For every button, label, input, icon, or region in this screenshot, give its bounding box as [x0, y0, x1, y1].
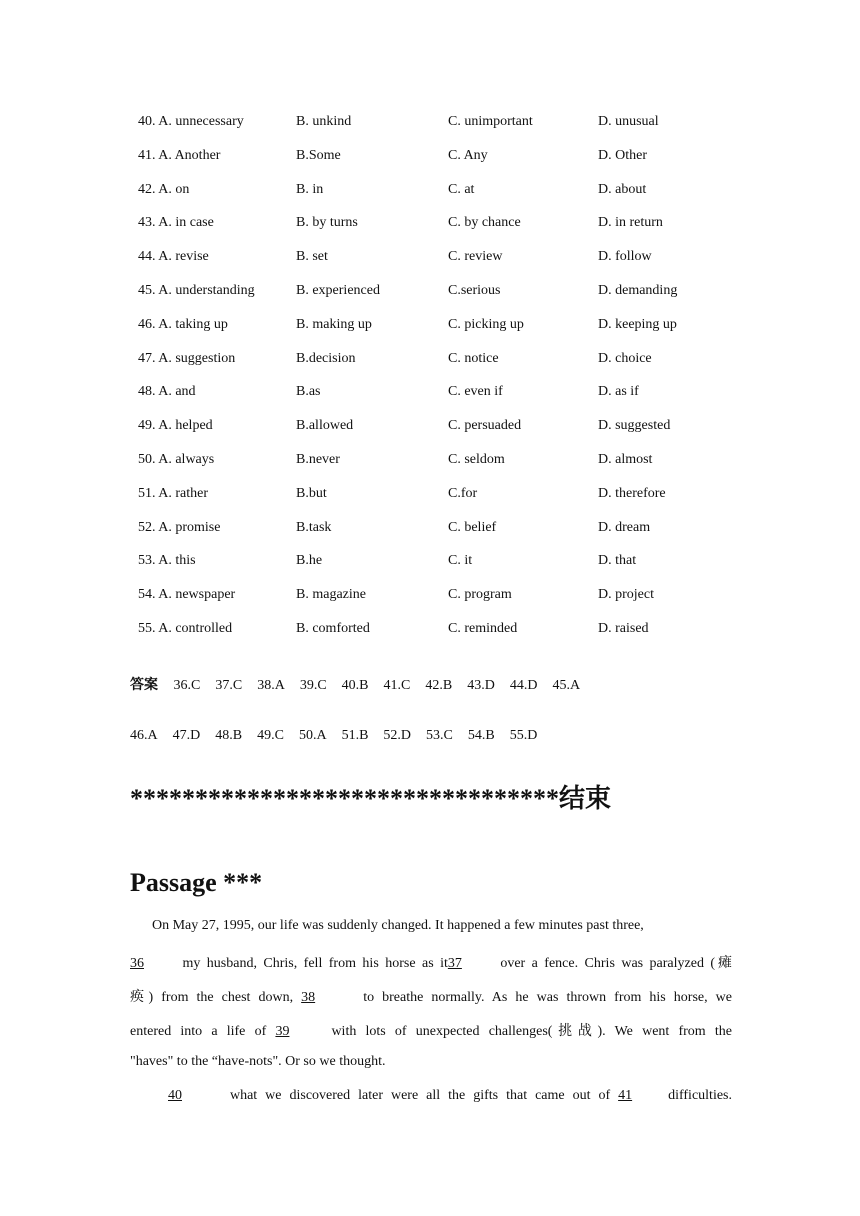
option-c: C. Any [448, 147, 488, 163]
option-c: C. belief [448, 519, 497, 535]
question-option-a: 41. A. Another [138, 147, 221, 163]
blank-37: 37 [447, 956, 462, 971]
option-c: C. reminded [448, 621, 518, 636]
blank-40: 40 [168, 1088, 182, 1103]
answer-item: 51.B [341, 728, 369, 743]
question-option-a: 46. A. taking up [138, 316, 228, 332]
answer-item: 53.C [426, 728, 453, 743]
option-row [0, 587, 860, 609]
answer-item: 40.B [341, 678, 369, 693]
question-option-a: 48. A. and [138, 384, 196, 400]
answer-line-2 [130, 728, 552, 744]
option-b: B.Some [296, 147, 341, 163]
blank-38: 38 [301, 990, 316, 1005]
option-row [0, 486, 860, 508]
option-d: D. that [598, 553, 637, 569]
answer-item: 50.A [298, 728, 327, 743]
question-option-a: 44. A. revise [138, 249, 209, 265]
blank-41: 41 [618, 1088, 633, 1103]
blank-39: 39 [275, 1024, 290, 1039]
answer-item: 48.B [215, 728, 243, 743]
option-b: B. making up [296, 316, 372, 332]
answer-item: 39.C [299, 678, 327, 693]
passage-title: Passage *** [130, 868, 263, 897]
answer-label: 答案 [130, 678, 158, 693]
answer-item: 46.A [130, 728, 158, 743]
answer-item: 47.D [172, 728, 201, 743]
question-option-a: 51. A. rather [138, 485, 208, 501]
option-row [0, 351, 860, 373]
option-b: B. experienced [296, 283, 380, 298]
option-b: B.allowed [296, 418, 354, 434]
answer-item: 38.A [257, 678, 285, 693]
passage-line: "haves" to the “have-nots". Or so we thought. [130, 1054, 386, 1069]
option-c: C. review [448, 249, 503, 265]
option-row [0, 215, 860, 237]
answer-item: 52.D [383, 728, 412, 743]
section-divider: *********************************结束 [130, 784, 612, 813]
option-d: D. therefore [598, 485, 666, 501]
passage-line: 36 my husband, Chris, fell from his horse as it37 over a fence. Chris was paralyzed (瘫 [130, 956, 733, 971]
option-row [0, 452, 860, 474]
option-b: B.but [296, 485, 327, 501]
option-row [0, 114, 860, 136]
blank-36: 36 [130, 956, 144, 971]
option-b: B. comforted [296, 621, 370, 636]
question-option-a: 50. A. always [138, 452, 215, 467]
question-option-a: 53. A. this [138, 553, 196, 569]
answer-item: 45.A [552, 678, 581, 693]
answer-item: 49.C [257, 728, 284, 743]
question-option-a: 49. A. helped [138, 418, 213, 434]
passage-line: entered into a life of 39 with lots of unexpected challenges(挑战). We went from the [130, 1024, 732, 1039]
option-c: C. by chance [448, 215, 521, 231]
question-option-a: 55. A. controlled [138, 621, 233, 636]
option-d: D. Other [598, 147, 647, 163]
answer-item: 44.D [509, 678, 538, 693]
option-b: B. in [296, 181, 324, 197]
passage-line: On May 27, 1995, our life was suddenly changed. It happened a few minutes past three, [152, 918, 644, 933]
option-row [0, 553, 860, 575]
option-b: B. set [296, 249, 328, 265]
option-b: B.as [296, 384, 321, 400]
option-d: D. suggested [598, 418, 671, 434]
option-b: B.he [296, 553, 323, 569]
option-d: D. almost [598, 452, 653, 467]
passage-line: 40 what we discovered later were all the gifts that came out of 41 difficulties. [168, 1088, 732, 1103]
option-row [0, 418, 860, 440]
option-c: C. program [448, 587, 512, 603]
option-c: C. seldom [448, 452, 505, 467]
option-c: C. notice [448, 350, 499, 366]
option-row [0, 283, 860, 305]
option-row [0, 520, 860, 542]
option-d: D. about [598, 181, 647, 197]
answer-list [130, 728, 552, 743]
option-d: D. follow [598, 249, 652, 265]
option-d: D. demanding [598, 283, 678, 298]
answer-item: 55.D [509, 728, 538, 743]
option-b: B.never [296, 452, 340, 467]
option-row [0, 317, 860, 339]
option-c: C. even if [448, 384, 503, 400]
question-option-a: 40. A. unnecessary [138, 114, 244, 129]
question-option-a: 42. A. on [138, 181, 190, 197]
answer-item: 42.B [425, 678, 453, 693]
question-option-a: 43. A. in case [138, 215, 214, 231]
option-c: C. at [448, 181, 475, 197]
option-d: D. unusual [598, 114, 659, 129]
option-c: C.for [448, 485, 478, 501]
answer-item: 37.C [215, 678, 243, 693]
answer-list [174, 678, 596, 693]
option-b: B.decision [296, 350, 356, 366]
question-option-a: 54. A. newspaper [138, 587, 236, 603]
option-row [0, 182, 860, 204]
option-b: B.task [296, 519, 332, 535]
option-row [0, 148, 860, 170]
option-c: C.serious [448, 283, 501, 298]
question-option-a: 47. A. suggestion [138, 350, 236, 366]
question-option-a: 45. A. understanding [138, 283, 255, 298]
answer-item: 41.C [383, 678, 411, 693]
answer-item: 36.C [173, 678, 201, 693]
answer-item: 54.B [467, 728, 495, 743]
option-b: B. unkind [296, 114, 352, 129]
option-d: D. dream [598, 519, 651, 535]
option-b: B. magazine [296, 587, 366, 603]
option-d: D. as if [598, 384, 639, 400]
answer-line-1 [130, 674, 595, 694]
option-b: B. by turns [296, 215, 358, 231]
option-c: C. picking up [448, 316, 524, 332]
option-c: C. unimportant [448, 114, 533, 129]
passage-line: 痪) from the chest down, 38 to breathe normally. As he was thrown from his horse, we [130, 990, 733, 1005]
option-d: D. in return [598, 215, 663, 231]
option-row [0, 384, 860, 406]
option-d: D. project [598, 587, 654, 603]
option-row [0, 621, 860, 643]
option-d: D. keeping up [598, 316, 677, 332]
option-row [0, 249, 860, 271]
option-c: C. persuaded [448, 418, 522, 434]
option-d: D. raised [598, 621, 649, 636]
answer-item: 43.D [467, 678, 495, 693]
option-d: D. choice [598, 350, 652, 366]
option-c: C. it [448, 553, 473, 569]
question-option-a: 52. A. promise [138, 519, 221, 535]
